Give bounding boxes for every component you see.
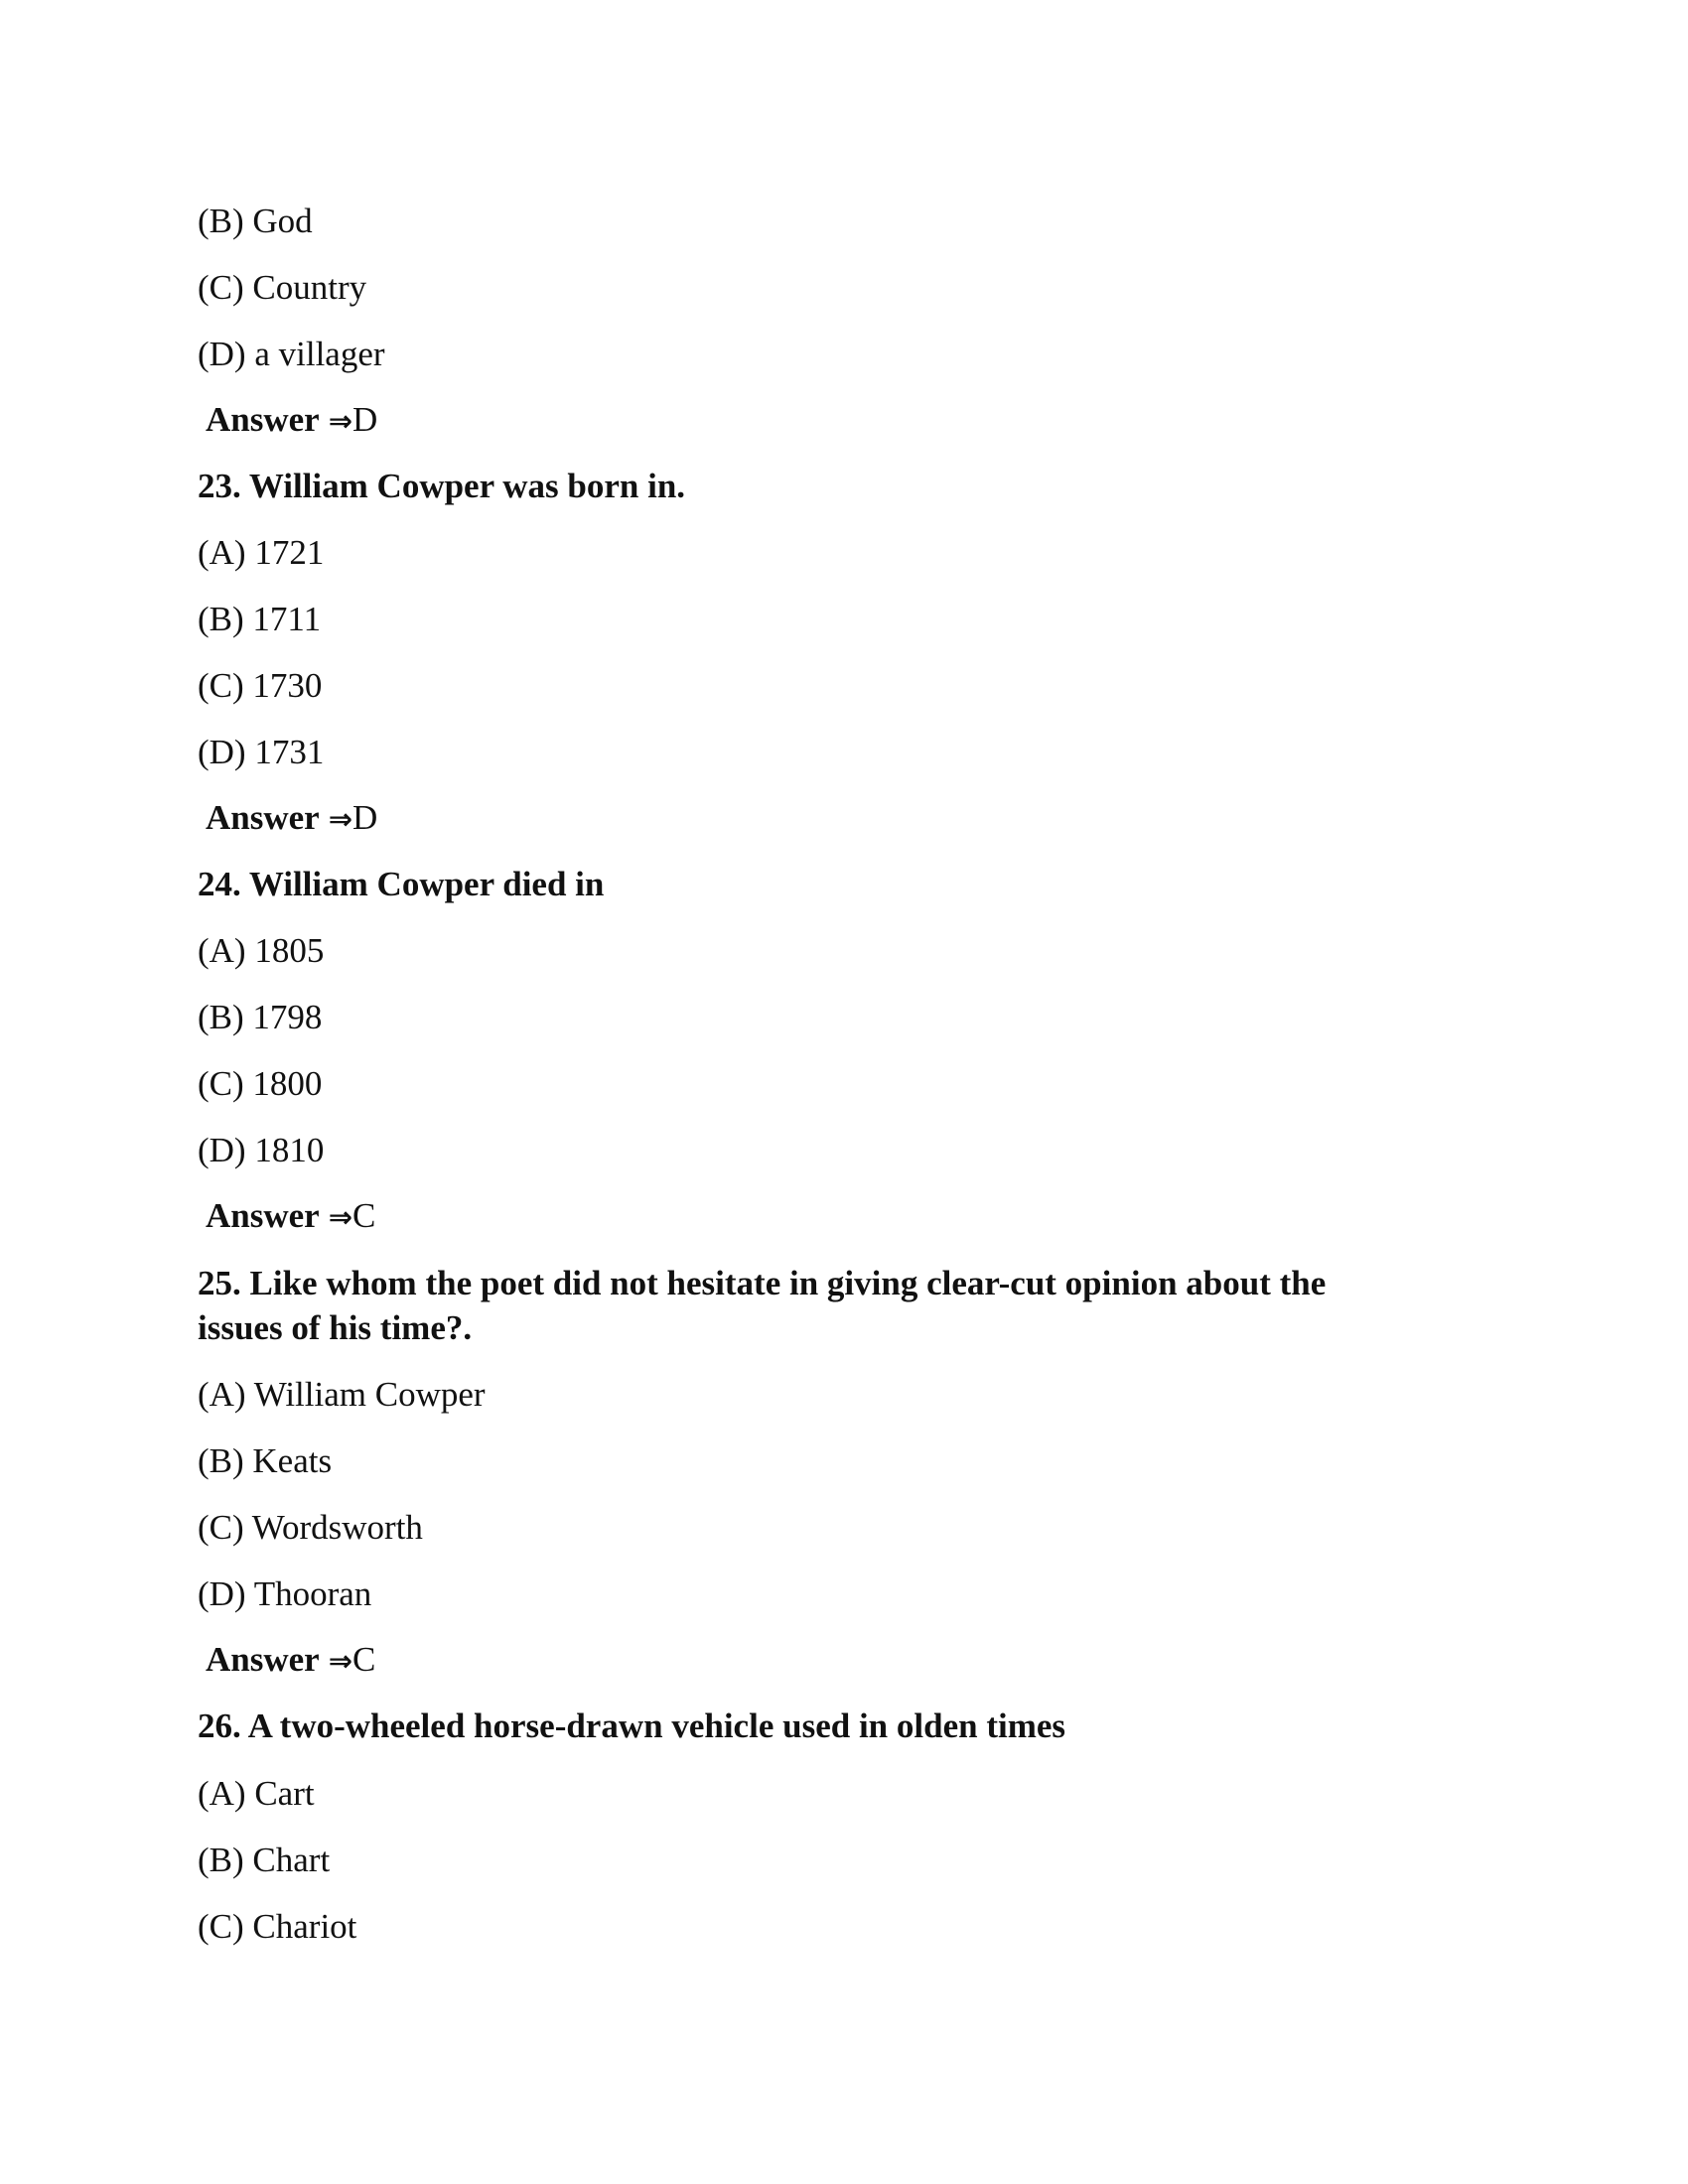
answer-value: C	[352, 1640, 376, 1679]
q26-option-b: (B) Chart	[198, 1841, 331, 1879]
q25-option-d: (D) Thooran	[198, 1574, 372, 1613]
q23-option-d: (D) 1731	[198, 733, 325, 771]
answer-label: Answer	[206, 1640, 320, 1679]
answer-arrow: ⇒	[328, 1644, 353, 1678]
q24-option-a: (A) 1805	[198, 931, 325, 970]
q22-option-d: (D) a villager	[198, 335, 385, 373]
answer-label: Answer	[206, 798, 320, 837]
q23-option-c: (C) 1730	[198, 666, 323, 705]
q24-option-c: (C) 1800	[198, 1064, 323, 1103]
q26-option-c: (C) Chariot	[198, 1907, 357, 1946]
answer-label: Answer	[206, 400, 320, 439]
q24-question: 24. William Cowper died in	[198, 865, 605, 903]
q24-answer	[206, 1193, 375, 1240]
answer-value: D	[352, 798, 378, 837]
answer-arrow: ⇒	[328, 1200, 353, 1234]
answer-value: C	[352, 1196, 376, 1235]
answer-arrow: ⇒	[328, 404, 353, 438]
q23-option-b: (B) 1711	[198, 600, 322, 638]
q22-option-b: (B) God	[198, 202, 313, 240]
q25-question-line-1: 25. Like whom the poet did not hesitate in giving clear-cut opinion about the	[198, 1264, 1327, 1302]
answer-arrow: ⇒	[328, 802, 353, 836]
answer-value: D	[352, 400, 378, 439]
q26-question: 26. A two-wheeled horse-drawn vehicle used in olden times	[198, 1706, 1066, 1745]
q25-option-a: (A) William Cowper	[198, 1375, 486, 1414]
answer-label: Answer	[206, 1196, 320, 1235]
q25-answer	[206, 1637, 375, 1684]
q25-question-line-2: issues of his time?.	[198, 1308, 473, 1347]
q24-option-d: (D) 1810	[198, 1131, 325, 1169]
q23-answer	[206, 795, 377, 842]
q25-option-c: (C) Wordsworth	[198, 1508, 423, 1547]
q24-option-b: (B) 1798	[198, 998, 323, 1036]
q26-option-a: (A) Cart	[198, 1774, 315, 1813]
q22-option-c: (C) Country	[198, 268, 367, 307]
q25-option-b: (B) Keats	[198, 1441, 333, 1480]
q23-question: 23. William Cowper was born in.	[198, 467, 686, 505]
q22-answer	[206, 397, 377, 444]
q23-option-a: (A) 1721	[198, 533, 325, 572]
